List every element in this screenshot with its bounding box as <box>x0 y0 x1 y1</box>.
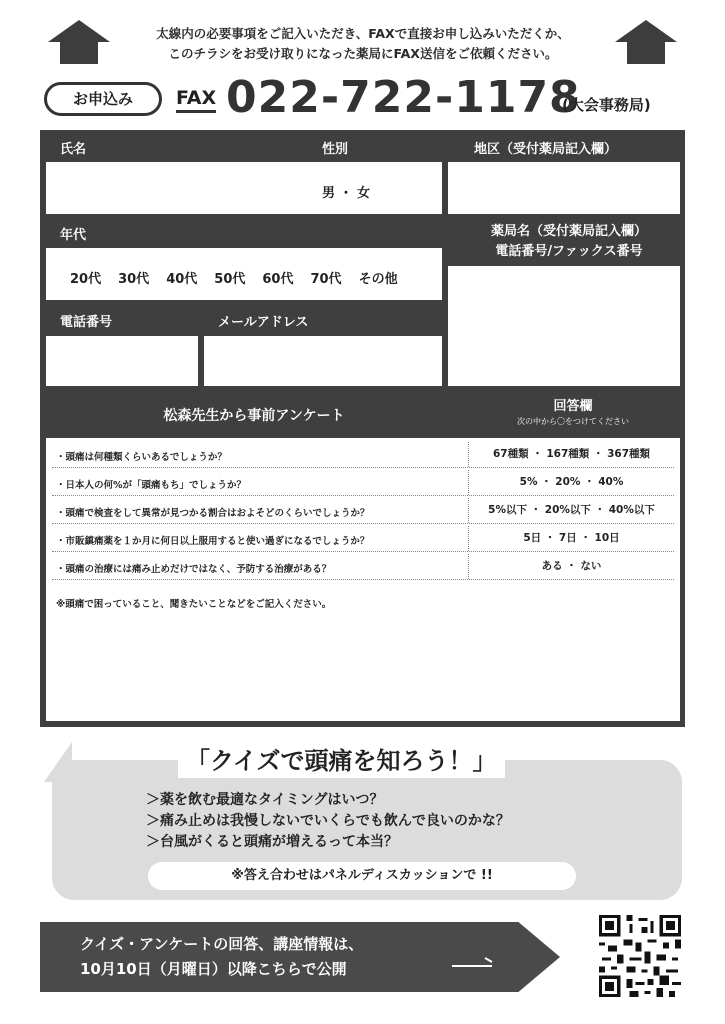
answer-header-title: 回答欄 <box>553 399 593 414</box>
phone-field[interactable] <box>46 336 198 386</box>
age-option[interactable]: その他 <box>358 272 398 287</box>
survey-question: ・頭痛の治療には痛み止めだけではなく、予防する治療がある？ <box>56 564 332 575</box>
survey-row <box>52 442 674 468</box>
answer-header <box>466 398 680 428</box>
house-arrow-icon-left <box>48 20 110 66</box>
district-field[interactable] <box>448 162 680 214</box>
name-field[interactable] <box>46 162 442 214</box>
age-option[interactable]: 40代 <box>166 272 198 287</box>
age-option[interactable]: 50代 <box>214 272 246 287</box>
fax-office: (大会事務局) <box>562 96 651 114</box>
age-option[interactable]: 30代 <box>118 272 150 287</box>
pharmacy-field[interactable] <box>448 266 680 386</box>
pharmacy-label-line1: 薬局名（受付薬局記入欄） <box>490 224 647 239</box>
survey-answer-options[interactable]: 5日 ・ 7日 ・ 10日 <box>468 526 674 551</box>
banner-line1: クイズ・アンケートの回答、講座情報は、 <box>80 935 364 953</box>
survey-answer-options[interactable]: 67種類 ・ 167種類 ・ 367種類 <box>468 442 674 467</box>
quiz-item: ＞薬を飲む最適なタイミングはいつ？ <box>146 792 384 808</box>
quiz-item: ＞台風がくると頭痛が増えるって本当？ <box>146 834 398 850</box>
survey-question: ・頭痛は何種類くらいあるでしょうか？ <box>56 452 227 463</box>
survey-title: 松森先生から事前アンケート <box>163 408 345 424</box>
banner-line2: 10月10日（月曜日）以降こちらで公開 <box>80 960 347 978</box>
age-label: 年代 <box>60 228 87 243</box>
house-arrow-icon-right <box>615 20 677 66</box>
age-option[interactable]: 60代 <box>262 272 294 287</box>
phone-label: 電話番号 <box>60 315 113 330</box>
survey-question: ・市販鎮痛薬を１か月に何日以上服用すると使い過ぎになるでしょうか？ <box>56 536 370 547</box>
district-label: 地区（受付薬局記入欄） <box>474 142 618 157</box>
email-label: メールアドレス <box>218 315 309 330</box>
survey-note: ※頭痛で困っていること、聞きたいことなどをご記入ください。 <box>56 599 332 610</box>
name-label: 氏名 <box>60 142 87 157</box>
fax-label: FAX <box>176 86 216 113</box>
survey-row <box>52 526 674 552</box>
email-field[interactable] <box>204 336 442 386</box>
survey-row <box>52 498 674 524</box>
age-option[interactable]: 70代 <box>310 272 342 287</box>
gender-label: 性別 <box>322 142 349 157</box>
quiz-item: ＞痛み止めは我慢しないでいくらでも飲んで良いのかな？ <box>146 813 510 829</box>
banner-text <box>80 932 363 982</box>
survey-answer-options[interactable]: ある ・ ない <box>468 554 674 579</box>
pharmacy-label-line2: 電話番号/ファックス番号 <box>495 244 643 259</box>
survey-answer-options[interactable]: 5%以下 ・ 20%以下 ・ 40%以下 <box>468 498 674 523</box>
survey-question: ・頭痛で検査をして異常が見つかる割合はおよそどのくらいでしょうか？ <box>56 508 370 519</box>
quiz-title: 「クイズで頭痛を知ろう！」 <box>178 744 505 778</box>
quiz-list <box>146 790 510 853</box>
survey-body <box>46 438 680 721</box>
instructions-line1: 太線内の必要事項をご記入いただき、FAXで直接お申し込みいただくか、 <box>156 26 570 41</box>
survey-answer-options[interactable]: 5% ・ 20% ・ 40% <box>468 470 674 495</box>
survey-row <box>52 554 674 580</box>
fax-number: 022-722-1178 <box>226 72 581 123</box>
instructions-line2: このチラシをお受け取りになった薬局にFAX送信をご依頼ください。 <box>168 46 558 61</box>
right-arrow-icon <box>452 965 492 967</box>
instructions <box>118 24 608 64</box>
age-options <box>70 268 398 287</box>
age-option[interactable]: 20代 <box>70 272 102 287</box>
quiz-note: ※答え合わせはパネルディスカッションで !! <box>148 862 576 890</box>
apply-pill: お申込み <box>44 82 162 116</box>
survey-row <box>52 470 674 496</box>
gender-options[interactable]: 男 ・ 女 <box>322 186 371 201</box>
answer-header-sub: 次の中から〇をつけてください <box>517 417 629 426</box>
qr-code-icon[interactable] <box>596 912 684 1000</box>
survey-question: ・日本人の何%が「頭痛もち」でしょうか？ <box>56 480 247 491</box>
